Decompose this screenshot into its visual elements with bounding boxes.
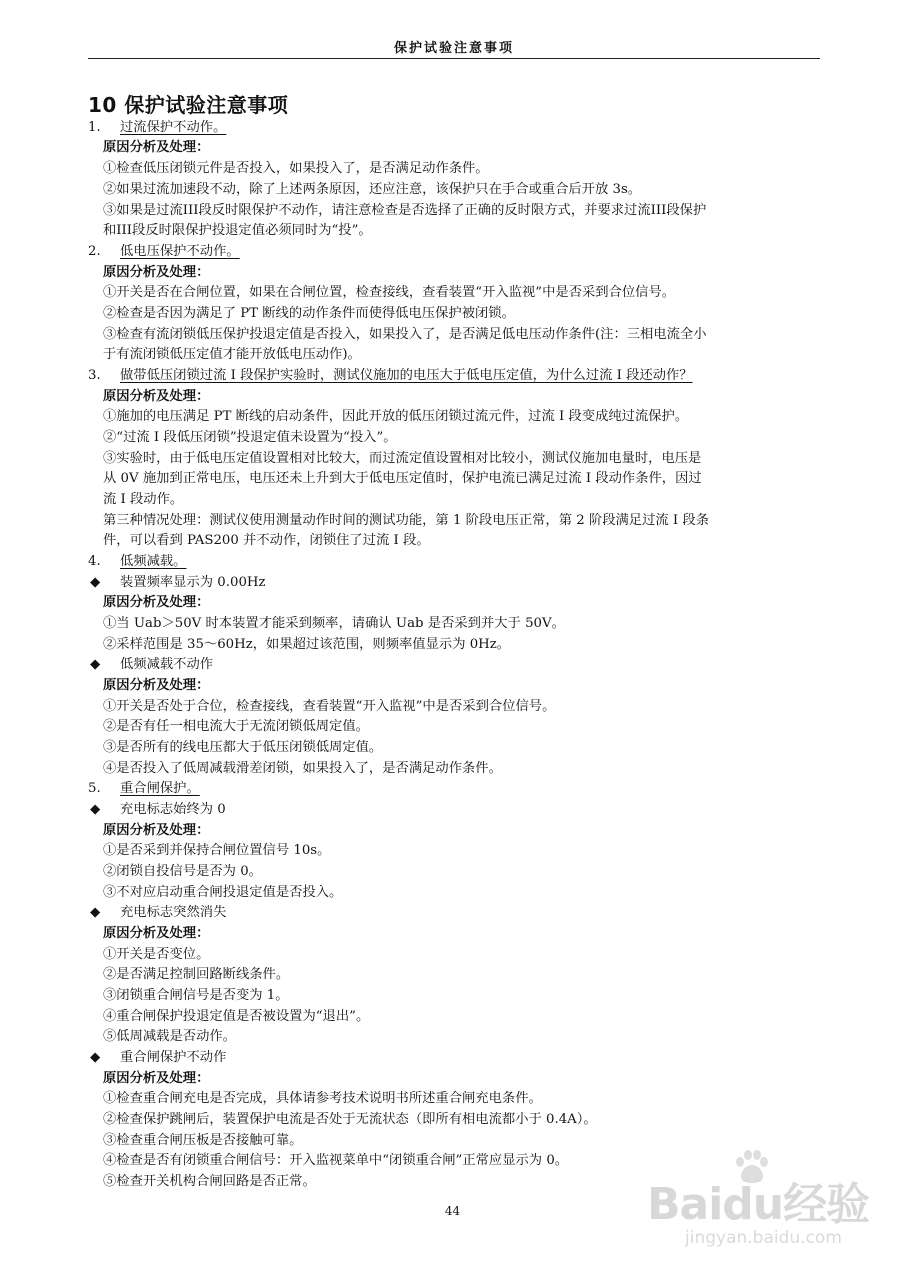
text-line: ①是否采到并保持合闸位置信号 10s。 xyxy=(103,843,331,858)
bullet-text: 充电标志始终为 0 xyxy=(120,802,226,817)
item-title: 低电压保护不动作。 xyxy=(120,244,240,259)
watermark-logo: Baidu经验 xyxy=(647,1179,870,1230)
bullet-item xyxy=(88,1048,226,1068)
page-number: 44 xyxy=(444,1204,461,1218)
text-line: 件，可以看到 PAS200 并不动作，闭锁住了过流 I 段。 xyxy=(103,533,430,548)
text-line: ②检查保护跳闸后，装置保护电流是否处于无流状态（即所有相电流都小于 0.4A）。 xyxy=(103,1112,597,1127)
text-line: ①当 Uab＞50V 时本装置才能采到频率，请确认 Uab 是否采到并大于 50V。 xyxy=(103,616,565,631)
diamond-bullet-icon: ◆ xyxy=(90,1050,101,1065)
text-line: 于有流闭锁低压定值才能开放低电压动作)。 xyxy=(103,347,361,362)
text-line: ①开关是否处于合位，检查接线，查看装置“开入监视”中是否采到合位信号。 xyxy=(103,699,556,714)
text-line: ③是否所有的线电压都大于低压闭锁低周定值。 xyxy=(103,740,383,755)
text-line: ③检查重合闸压板是否接触可靠。 xyxy=(103,1133,303,1148)
text-line: 和III段反时限保护投退定值必须同时为“投”。 xyxy=(103,223,372,238)
item-heading-3 xyxy=(88,366,693,386)
cause-heading: 原因分析及处理： xyxy=(103,140,210,155)
text-line: ②是否有任一相电流大于无流闭锁低周定值。 xyxy=(103,719,369,734)
bullet-text: 重合闸保护不动作 xyxy=(120,1050,227,1065)
text-line: ②检查是否因为满足了 PT 断线的动作条件而使得低电压保护被闭锁。 xyxy=(103,306,515,321)
text-line: 第三种情况处理：测试仪使用测量动作时间的测试功能，第 1 阶段电压正常，第 2 阶段满足过流 I 段条 xyxy=(103,513,709,528)
text-line: ①施加的电压满足 PT 断线的启动条件，因此开放的低压闭锁过流元件，过流 I 段变成纯过流保护。 xyxy=(103,409,689,424)
text-line: ①开关是否变位。 xyxy=(103,947,210,962)
text-line: ③检查有流闭锁低压保护投退定值是否投入，如果投入了，是否满足低电压动作条件(注：三相电流全小 xyxy=(103,327,707,342)
cause-heading: 原因分析及处理： xyxy=(103,678,210,693)
cause-heading: 原因分析及处理： xyxy=(103,823,210,838)
text-line: 流 I 段动作。 xyxy=(103,492,184,507)
page-header xyxy=(88,32,820,59)
item-heading-5 xyxy=(88,779,200,799)
bullet-text: 装置频率显示为 0.00Hz xyxy=(120,575,266,590)
text-line: ②如果过流加速段不动，除了上述两条原因，还应注意，该保护只在手合或重合后开放 3s。 xyxy=(103,182,642,197)
item-heading-2 xyxy=(88,242,240,262)
text-line: ②闭锁自投信号是否为 0。 xyxy=(103,864,262,879)
cause-heading: 原因分析及处理： xyxy=(103,389,210,404)
text-line: ①检查重合闸充电是否完成，具体请参考技术说明书所述重合闸充电条件。 xyxy=(103,1091,542,1106)
text-line: ①检查低压闭锁元件是否投入，如果投入了，是否满足动作条件。 xyxy=(103,161,489,176)
item-title: 低频减载。 xyxy=(120,554,187,569)
text-line: ④检查是否有闭锁重合闸信号：开入监视菜单中“闭锁重合闸”正常应显示为 0。 xyxy=(103,1153,569,1168)
text-line: ③闭锁重合闸信号是否变为 1。 xyxy=(103,988,289,1003)
bullet-item xyxy=(88,573,266,593)
item-title: 过流保护不动作。 xyxy=(120,120,227,135)
diamond-bullet-icon: ◆ xyxy=(90,657,101,672)
text-line: ⑤低周减载是否动作。 xyxy=(103,1029,236,1044)
section-title: 10 保护试验注意事项 xyxy=(88,93,289,117)
bullet-item xyxy=(88,800,226,820)
item-number: 3. xyxy=(88,368,101,383)
item-number: 5. xyxy=(88,781,101,796)
text-line: ②是否满足控制回路断线条件。 xyxy=(103,967,290,982)
text-line: ③如果是过流III段反时限保护不动作，请注意检查是否选择了正确的反时限方式，并要求过流III段保护 xyxy=(103,203,707,218)
text-line: 从 0V 施加到正常电压，电压还未上升到大于低电压定值时，保护电流已满足过流 I 段动作条件，因过 xyxy=(103,471,702,486)
cause-heading: 原因分析及处理： xyxy=(103,1071,210,1086)
header-title: 保护试验注意事项 xyxy=(393,41,514,56)
item-title: 重合闸保护。 xyxy=(120,781,200,796)
bullet-text: 低频减载不动作 xyxy=(120,657,214,672)
bullet-text: 充电标志突然消失 xyxy=(120,905,227,920)
text-line: ③实验时，由于低电压定值设置相对比较大，而过流定值设置相对比较小，测试仪施加电量时，电压是 xyxy=(103,451,702,466)
item-title: 做带低压闭锁过流 I 段保护实验时，测试仪施加的电压大于低电压定值，为什么过流 I 段还动作？ xyxy=(120,368,693,383)
bullet-item xyxy=(88,655,213,675)
text-line: ①开关是否在合闸位置，如果在合闸位置，检查接线，查看装置“开入监视”中是否采到合位信号。 xyxy=(103,285,676,300)
item-number: 1. xyxy=(88,120,101,135)
diamond-bullet-icon: ◆ xyxy=(90,905,101,920)
text-line: ②“过流 I 段低压闭锁”投退定值未设置为“投入”。 xyxy=(103,430,397,445)
cause-heading: 原因分析及处理： xyxy=(103,926,210,941)
text-line: ②采样范围是 35～60Hz，如果超过该范围，则频率值显示为 0Hz。 xyxy=(103,637,511,652)
text-line: ④重合闸保护投退定值是否被设置为“退出”。 xyxy=(103,1009,370,1024)
cause-heading: 原因分析及处理： xyxy=(103,265,210,280)
item-heading-4 xyxy=(88,552,186,572)
diamond-bullet-icon: ◆ xyxy=(90,575,101,590)
text-line: ⑤检查开关机构合闸回路是否正常。 xyxy=(103,1174,316,1189)
cause-heading: 原因分析及处理： xyxy=(103,595,210,610)
item-heading-1 xyxy=(88,118,226,138)
item-number: 2. xyxy=(88,244,101,259)
watermark-url: jingyan.baidu.com xyxy=(685,1228,842,1248)
baidu-watermark xyxy=(627,1140,877,1260)
text-line: ③不对应启动重合闸投退定值是否投入。 xyxy=(103,885,343,900)
bullet-item xyxy=(88,903,226,923)
text-line: ④是否投入了低周减载滑差闭锁，如果投入了，是否满足动作条件。 xyxy=(103,761,502,776)
diamond-bullet-icon: ◆ xyxy=(90,802,101,817)
item-number: 4. xyxy=(88,554,101,569)
